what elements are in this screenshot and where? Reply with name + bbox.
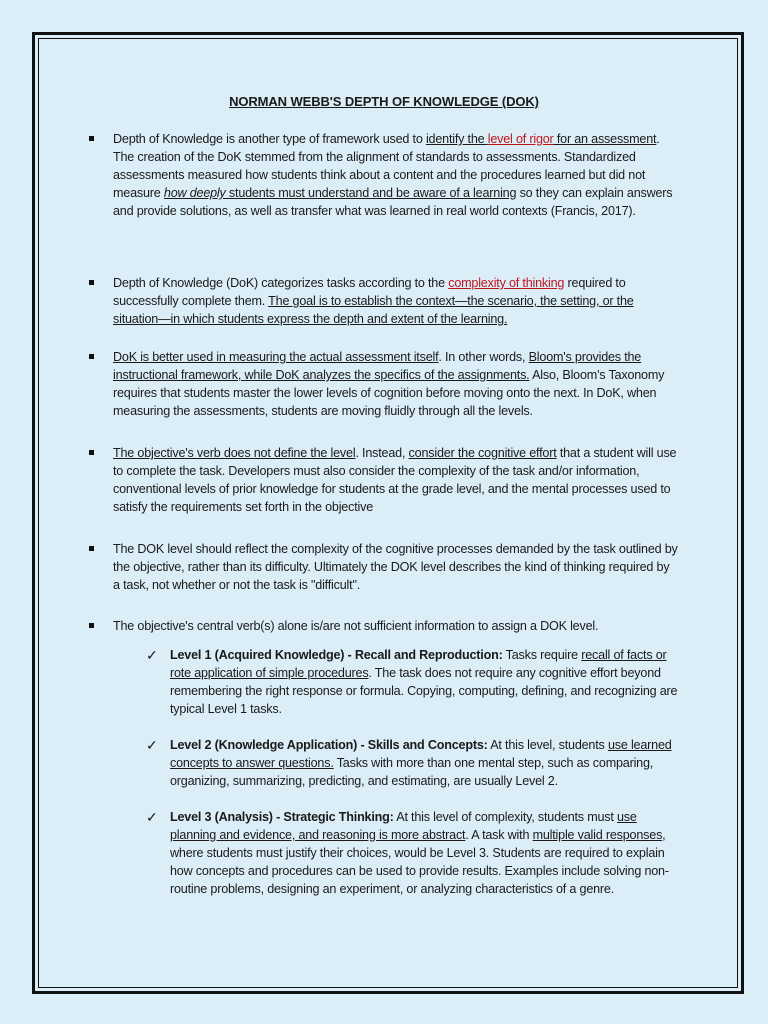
document-title: NORMAN WEBB'S DEPTH OF KNOWLEDGE (DOK) [229,94,539,109]
bullet-central-verbs [113,617,678,635]
bullet-dok-level-complexity [113,540,678,594]
bullet-dok-categorizes [113,274,678,328]
b3-text-1: . In other words, [438,350,529,364]
checkmark-icon: ✓ [146,737,158,753]
level-1-item [146,646,680,718]
b3-underline-1: DoK is better used in measuring the actual assessment itself [113,350,439,364]
level-3-item [146,808,680,898]
bullet-depth-of-knowledge [113,130,678,220]
b1-underline-3: students must understand and be aware of a learning [225,186,517,200]
b1-text-2: . The creation of the DoK stemmed from the alignment of standards to assessments. Standardized assessments measured how students think about a content and the procedures learned but did not measure [113,132,660,200]
l1-text-2: . The task does not require any cognitive effort beyond remembering the right response or formula. Copying, computing, defining, and recognizing are typical Level 1 tasks. [170,666,678,716]
bullet-dok-better-used [113,348,678,420]
l1-heading: Level 1 (Acquired Knowledge) - Recall and Reproduction: [170,648,503,662]
l3-underline-2: multiple valid responses [532,828,663,842]
checkmark-icon: ✓ [146,809,158,825]
b1-underline-2: for an assessment [553,132,657,146]
b6-text: The objective's central verb(s) alone is/are not sufficient information to assign a DOK level. [113,619,599,633]
bullet-objective-verb [113,444,678,516]
b4-underline-1: The objective's verb does not define the level [113,446,356,460]
b5-text: The DOK level should reflect the complexity of the cognitive processes demanded by the task outlined by the objective, rather than its difficulty. Ultimately the DOK level describes the kind of thinking required by a task, not whether or not the task is "difficult". [113,542,678,592]
b1-red-level-of-rigor: level of rigor [487,132,554,146]
b2-text-2: required to successfully complete them. [113,276,626,308]
l2-underline: use learned concepts to answer questions. [170,738,672,770]
b1-text-1: Depth of Knowledge is another type of framework used to [113,132,426,146]
b1-italic-how-deeply: how deeply [163,186,226,200]
b4-text-1: . Instead, [355,446,409,460]
checkmark-icon: ✓ [146,647,158,663]
l3-text-1: At this level of complexity, students must [393,810,617,824]
b2-red-complexity: complexity of thinking [448,276,565,290]
b1-underline-1: identify the [425,132,488,146]
l1-text-1: Tasks require [502,648,582,662]
b3-underline-2: Bloom's provides the instructional framework, while DoK analyzes the specifics of the assignments. [113,350,642,382]
l3-text-3: , where students must justify their choices, would be Level 3. Students are required to explain how concepts and procedures can be used to provide results. Examples include solving non-routine problems, designing an experiment, or analyzing characteristics of a genre. [170,828,669,896]
l2-heading: Level 2 (Knowledge Application) - Skills and Concepts: [170,738,488,752]
b4-underline-2: consider the cognitive effort [408,446,557,460]
l3-underline-1: use planning and evidence, and reasoning is more abstract [170,810,637,842]
l3-text-2: . A task with [465,828,533,842]
l2-text-1: At this level, students [487,738,608,752]
b3-text-2: Also, Bloom's Taxonomy requires that students master the lower levels of cognition before moving onto the next. In DoK, when measuring the assessments, students are moving fluidly through all the levels. [113,368,665,418]
level-2-item [146,736,680,790]
l1-underline: recall of facts or rote application of simple procedures [170,648,667,680]
l3-heading: Level 3 (Analysis) - Strategic Thinking: [170,810,394,824]
b1-text-3: so they can explain answers and provide solutions, as well as transfer what was learned in real world contexts (Francis, 2017). [113,186,673,218]
b2-text-1: Depth of Knowledge (DoK) categorizes tasks according to the [113,276,449,290]
l2-text-2: Tasks with more than one mental step, such as comparing, organizing, summarizing, predicting, and estimating, are usually Level 2. [170,756,654,788]
b4-text-2: that a student will use to complete the task. Developers must also consider the complexity of the task and/or information, conventional levels of prior knowledge for students at the grade level, and the mental processes used to satisfy the requirements set forth in the objective [113,446,677,514]
b2-underline-goal: The goal is to establish the context—the scenario, the setting, or the situation—in which students express the depth and extent of the learning. [113,294,634,326]
